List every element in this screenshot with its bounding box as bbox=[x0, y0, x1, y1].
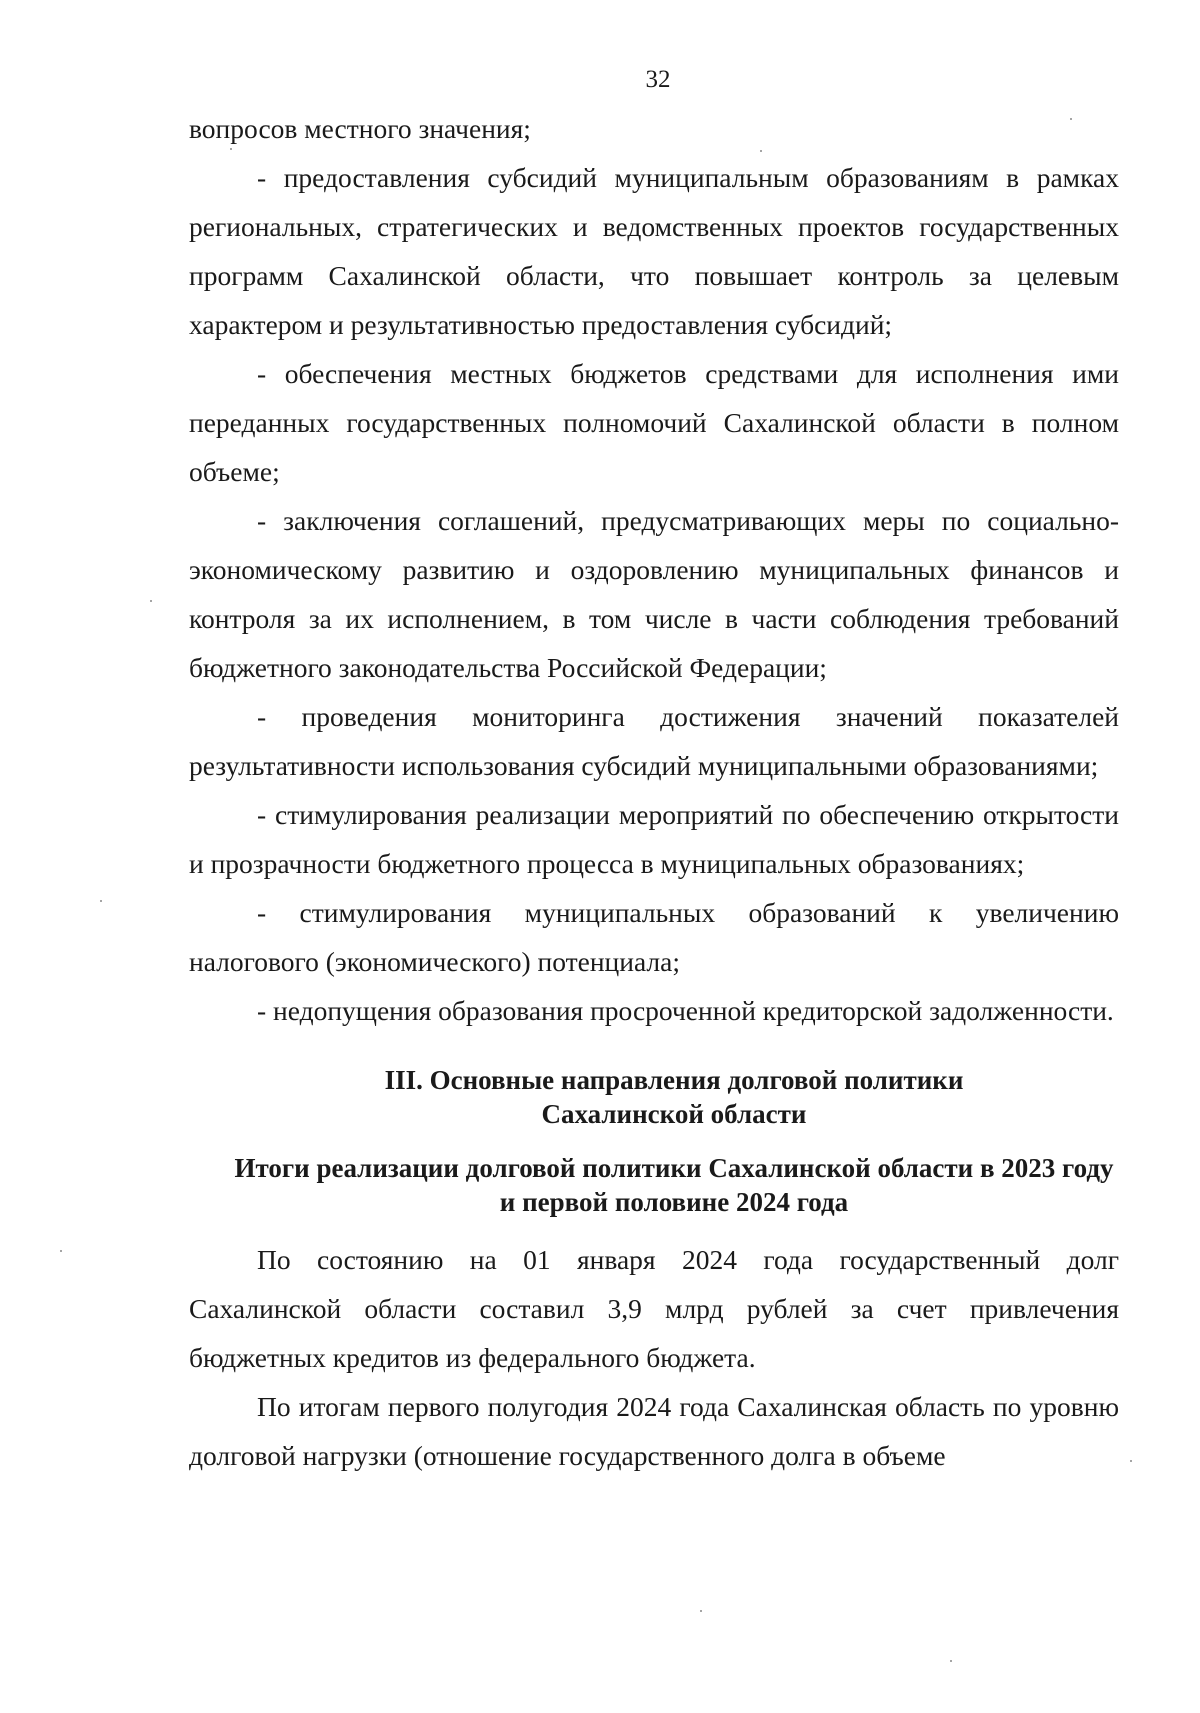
scan-speck bbox=[230, 148, 232, 150]
paragraph: По состоянию на 01 января 2024 года государственный долг Сахалинской области составил 3,9 млрд рублей за счет привлечения бюджетных кредитов из федерального бюджета. bbox=[189, 1244, 1119, 1373]
sub-heading-line: и первой половине 2024 года bbox=[499, 1187, 849, 1217]
scan-speck bbox=[760, 150, 762, 152]
scan-speck bbox=[60, 1250, 62, 1252]
scan-speck bbox=[700, 1610, 702, 1612]
section-heading bbox=[189, 1063, 1119, 1131]
scan-speck bbox=[1130, 1460, 1132, 1462]
scan-speck bbox=[1070, 118, 1072, 120]
paragraph: - проведения мониторинга достижения значений показателей результативности использования субсидий муниципальными образованиями; bbox=[189, 701, 1119, 781]
document-body bbox=[189, 104, 1119, 1480]
section-heading-line: Сахалинской области bbox=[541, 1099, 807, 1129]
paragraph: - обеспечения местных бюджетов средствами для исполнения ими переданных государственных полномочий Сахалинской области в полном объеме; bbox=[189, 358, 1119, 487]
paragraph: - стимулирования муниципальных образований к увеличению налогового (экономического) потенциала; bbox=[189, 897, 1119, 977]
paragraph: - предоставления субсидий муниципальным образованиям в рамках региональных, стратегических и ведомственных проектов государственных программ Сахалинской области, что повышает контроль за целевым характером и результативностью предоставления субсидий; bbox=[189, 162, 1119, 340]
paragraph: - заключения соглашений, предусматривающих меры по социально-экономическому развитию и оздоровлению муниципальных финансов и контроля за их исполнением, в том числе в части соблюдения требований бюджетного законодательства Российской Федерации; bbox=[189, 505, 1119, 683]
section-heading-line: III. Основные направления долговой политики bbox=[384, 1065, 964, 1095]
paragraph: - стимулирования реализации мероприятий по обеспечению открытости и прозрачности бюджетного процесса в муниципальных образованиях; bbox=[189, 799, 1119, 879]
paragraph: - недопущения образования просроченной кредиторской задолженности. bbox=[257, 995, 1114, 1026]
page-number: 32 bbox=[645, 66, 671, 93]
paragraph: По итогам первого полугодия 2024 года Сахалинская область по уровню долговой нагрузки (отношение государственного долга в объеме bbox=[189, 1391, 1119, 1471]
sub-heading bbox=[189, 1151, 1119, 1219]
paragraph: вопросов местного значения; bbox=[189, 113, 531, 144]
sub-heading-line: Итоги реализации долговой политики Сахалинской области в 2023 году bbox=[234, 1153, 1114, 1183]
scan-speck bbox=[100, 900, 102, 902]
scan-speck bbox=[150, 600, 152, 602]
scan-speck bbox=[950, 1660, 952, 1662]
